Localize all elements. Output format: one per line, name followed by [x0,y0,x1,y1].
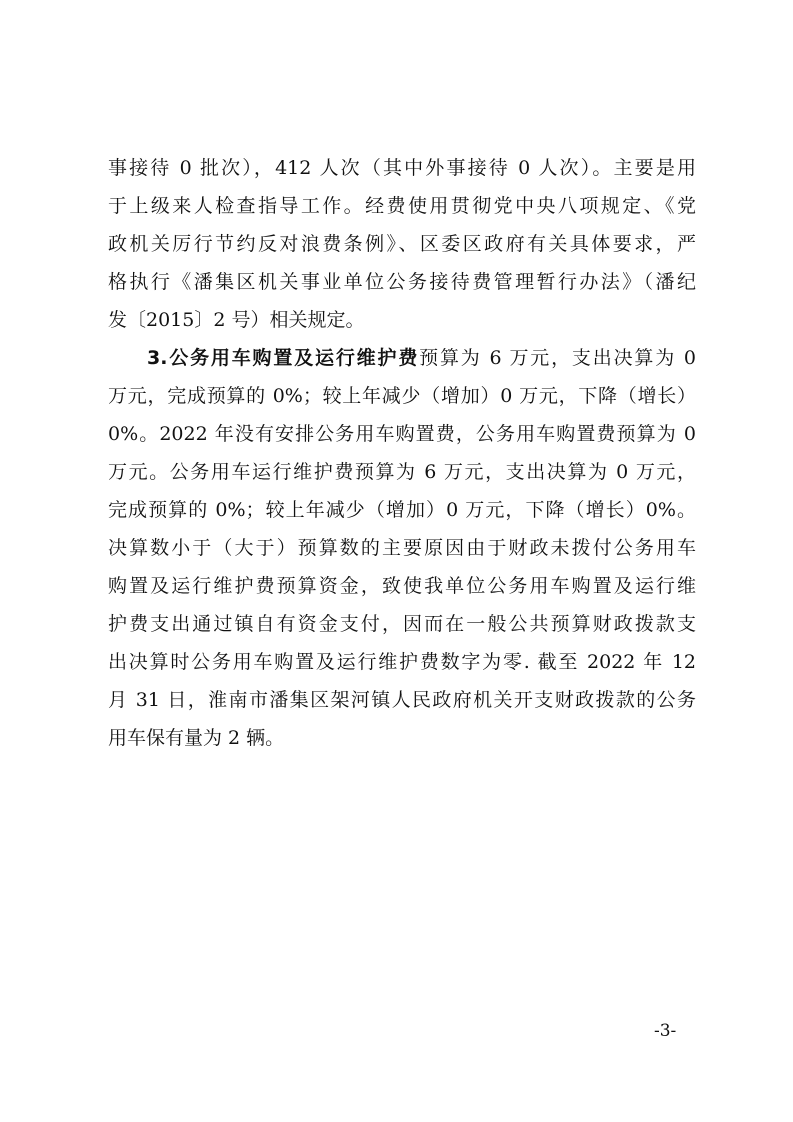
section-heading-line [147,340,696,376]
text-line: 政机关厉行节约反对浪费条例》、区委区政府有关具体要求，严 [108,233,696,255]
text-line: 万元，完成预算的 0%；较上年减少（增加）0 万元，下降（增长） [108,385,696,407]
text-line: 完成预算的 0%；较上年减少（增加）0 万元，下降（增长）0%。 [108,499,696,521]
text-line: 格执行《潘集区机关事业单位公务接待费管理暂行办法》（潘纪 [108,271,696,293]
text-line: 用车保有量为 2 辆。 [108,727,285,749]
text-line: 事接待 0 批次），412 人次（其中外事接待 0 人次）。主要是用 [108,157,696,179]
text-line: 护费支出通过镇自有资金支付，因而在一般公共预算财政拨款支 [108,613,696,635]
page-number: -3- [654,1021,677,1041]
text-line: 发〔2015〕2 号）相关规定。 [108,309,365,331]
text-line: 0%。2022 年没有安排公务用车购置费，公务用车购置费预算为 0 [108,423,696,445]
text-line: 月 31 日，淮南市潘集区架河镇人民政府机关开支财政拨款的公务 [108,689,696,711]
text-line: 决算数小于（大于）预算数的主要原因由于财政未拨付公务用车 [108,537,696,559]
text-line: 购置及运行维护费预算资金，致使我单位公务用车购置及运行维 [108,575,696,597]
text-line: 出决算时公务用车购置及运行维护费数字为零. 截至 2022 年 12 [108,651,696,673]
section-heading: 3.公务用车购置及运行维护费 [147,347,420,369]
text-line: 万元。公务用车运行维护费预算为 6 万元，支出决算为 0 万元， [108,461,696,483]
text-line: 于上级来人检查指导工作。经费使用贯彻党中央八项规定、《党 [108,195,696,217]
text-line: 预算为 6 万元，支出决算为 0 [419,347,696,369]
